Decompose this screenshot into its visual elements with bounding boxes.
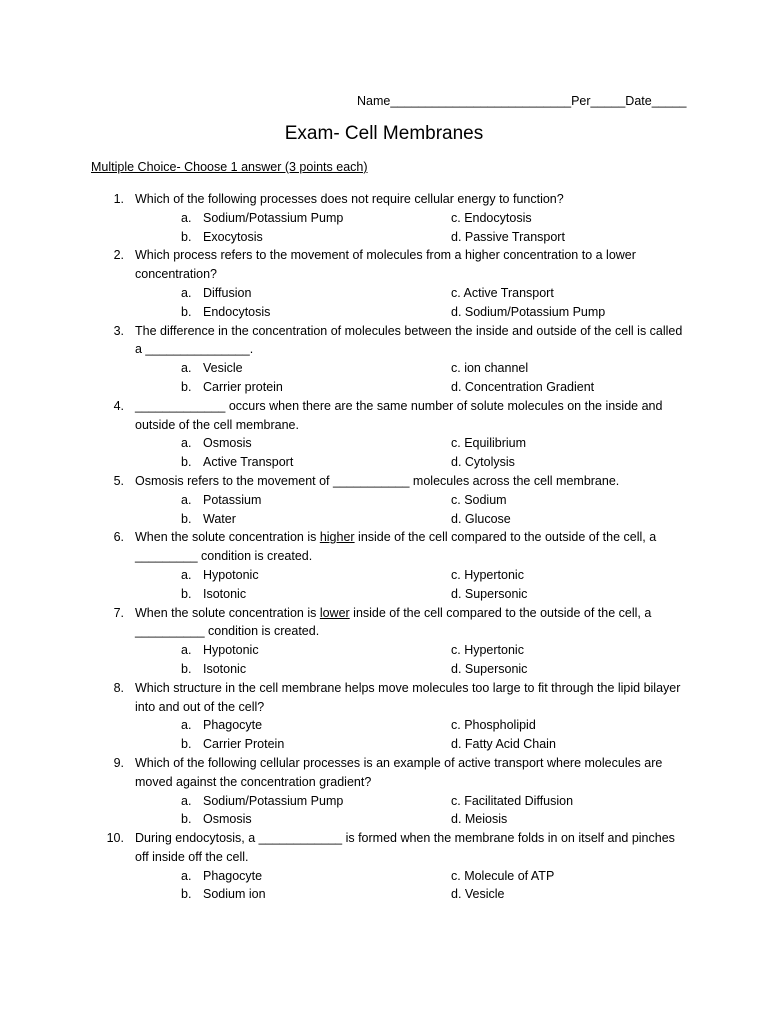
page-title: Exam- Cell Membranes [284,123,484,144]
question-3 [0,322,768,397]
question-text: The difference in the concentration of molecules between the inside and outside of the cell is called a _______________. [135,323,683,357]
option-text: Potassium [203,492,262,507]
option-letter: a. [181,361,192,376]
question-stem [0,322,768,360]
option-text: Isotonic [203,661,247,676]
question-9 [0,754,768,829]
question-number: 3. [113,323,124,338]
option-text: Carrier Protein [203,737,285,752]
question-stem [0,397,768,435]
option-letter: a. [181,285,192,300]
option-letter: a. [181,868,192,883]
option-letter: a. [181,567,192,582]
option-text: Isotonic [203,586,247,601]
name-period-date-line: Name__________________________Per_____Date_____ [357,94,687,108]
option-text: Water [203,511,236,526]
option-c: c. Molecule of ATP [451,868,555,883]
option-c: c. Hypertonic [451,643,524,658]
option-text: Hypotonic [203,567,259,582]
option-text: Osmosis [203,436,252,451]
option-letter: a. [181,436,192,451]
question-number: 5. [113,473,124,488]
question-stem [0,829,768,867]
question-2 [0,246,768,321]
option-text: Phagocyte [203,718,263,733]
option-letter: a. [181,210,192,225]
question-1 [0,190,768,246]
option-c: c. Facilitated Diffusion [451,793,574,808]
option-letter: b. [181,229,192,244]
option-d: d. Fatty Acid Chain [451,737,556,752]
answer-options [0,209,768,247]
option-d: d. Supersonic [451,661,528,676]
section-heading: Multiple Choice- Choose 1 answer (3 points each) [91,160,368,174]
option-letter: b. [181,812,192,827]
option-letter: b. [181,455,192,470]
question-number: 10. [106,831,124,846]
option-c: c. Hypertonic [451,567,524,582]
option-d: d. Cytolysis [451,455,515,470]
answer-options [0,359,768,397]
question-number: 8. [113,680,124,695]
question-text: Which of the following cellular processes is an example of active transport where molecules are moved against the concentration gradient? [135,755,663,789]
option-letter: b. [181,379,192,394]
option-letter: b. [181,304,192,319]
answer-options [0,434,768,472]
question-text: Which process refers to the movement of molecules from a higher concentration to a lower concentration? [135,248,636,282]
option-letter: a. [181,643,192,658]
option-c: c. Active Transport [451,285,554,300]
option-text: Diffusion [203,285,252,300]
option-c: c. ion channel [451,361,529,376]
option-letter: a. [181,793,192,808]
option-d: d. Glucose [451,511,511,526]
option-text: Sodium ion [203,887,266,902]
option-text: Active Transport [203,455,294,470]
question-number: 1. [113,192,124,206]
option-text: Endocytosis [203,304,271,319]
option-text: Phagocyte [203,868,263,883]
question-5 [0,472,768,528]
answer-options [0,566,768,604]
option-letter: a. [181,718,192,733]
question-number: 6. [113,530,124,545]
option-d: d. Supersonic [451,586,528,601]
option-d: d. Vesicle [451,887,505,902]
question-text-end: inside of the cell compared to the outside of the cell, a __________ condition is created. [135,605,652,639]
question-number: 4. [113,398,124,413]
question-text: Osmosis refers to the movement of ___________ molecules across the cell membrane. [135,473,620,488]
question-10 [0,829,768,904]
option-letter: b. [181,511,192,526]
question-text: During endocytosis, a ____________ is formed when the membrane folds in on itself and pinches off inside off the cell. [135,831,675,864]
question-list [0,190,768,904]
question-text: _____________ occurs when there are the same number of solute molecules on the inside and outside of the cell membrane. [135,398,663,432]
question-stem [0,604,768,642]
question-number: 2. [113,248,124,263]
question-6 [0,528,768,603]
question-stem [0,472,768,491]
question-text: Which of the following processes does not require cellular energy to function? [135,192,564,206]
option-c: c. Endocytosis [451,210,532,225]
question-text-end: inside of the cell compared to the outside of the cell, a _________ condition is created. [135,530,657,564]
option-c: c. Phospholipid [451,718,536,733]
option-letter: b. [181,661,192,676]
option-d: d. Passive Transport [451,229,565,244]
question-text: Which structure in the cell membrane helps move molecules too large to fit through the lipid bilayer into and out of the cell? [135,680,681,714]
question-number: 9. [113,755,124,770]
option-d: d. Meiosis [451,812,508,827]
option-text: Vesicle [203,361,243,376]
answer-options [0,284,768,322]
option-text: Carrier protein [203,379,283,394]
question-text-start: When the solute concentration is [135,530,320,545]
question-text-emphasis: higher [319,530,355,545]
option-text: Exocytosis [203,229,263,244]
option-letter: a. [181,492,192,507]
answer-options [0,716,768,754]
answer-options [0,641,768,679]
option-d: d. Sodium/Potassium Pump [451,304,606,319]
answer-options [0,491,768,529]
question-stem [0,190,768,209]
question-stem [0,246,768,284]
question-stem [0,754,768,792]
question-8 [0,679,768,754]
question-number: 7. [113,605,124,620]
option-text: Osmosis [203,812,252,827]
option-letter: b. [181,887,192,902]
option-d: d. Concentration Gradient [451,379,595,394]
question-4 [0,397,768,472]
answer-options [0,867,768,905]
option-text: Sodium/Potassium Pump [203,210,344,225]
question-stem [0,679,768,717]
option-text: Hypotonic [203,643,259,658]
option-letter: b. [181,586,192,601]
option-c: c. Equilibrium [451,436,527,451]
question-7 [0,604,768,679]
option-c: c. Sodium [451,492,507,507]
option-text: Sodium/Potassium Pump [203,793,344,808]
answer-options [0,792,768,830]
question-text-start: When the solute concentration is [135,605,320,620]
question-text-emphasis: lower [319,605,350,620]
option-letter: b. [181,737,192,752]
question-stem [0,528,768,566]
